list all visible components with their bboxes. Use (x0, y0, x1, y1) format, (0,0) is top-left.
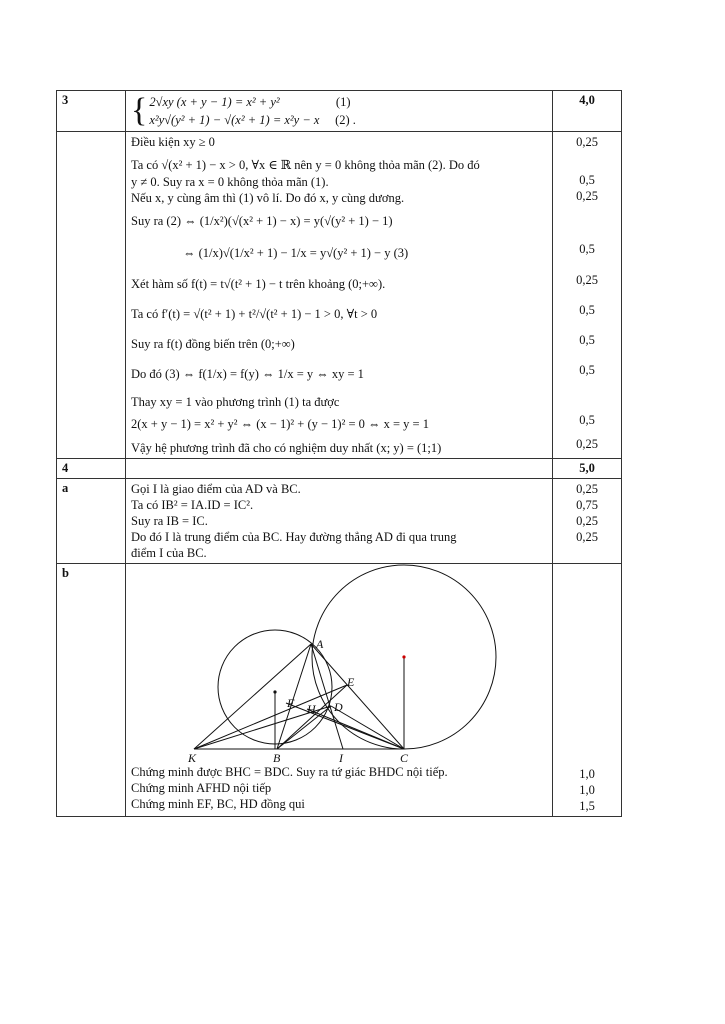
geometry-figure (131, 564, 545, 764)
solution-3-scores (553, 132, 622, 459)
problem-4-total-score: 5,0 (553, 459, 622, 479)
segment-HC (307, 709, 404, 749)
score-item: 1,5 (579, 799, 595, 813)
label-D: D (334, 700, 343, 714)
solution-line: Do đó I là trung điểm của BC. Hay đường thẳng AD đi qua trung (131, 530, 457, 544)
equation-system (126, 91, 553, 132)
solution-line: Gọi I là giao điểm của AD và BC. (131, 482, 301, 496)
score-item: 0,25 (576, 530, 598, 544)
segment-AI (311, 644, 343, 749)
part-a-scores (553, 479, 622, 564)
label-H: H (307, 702, 316, 716)
center-point-small (273, 690, 276, 693)
score-item: 0,25 (576, 514, 598, 528)
problem-number: 3 (57, 91, 126, 132)
equation-2-tag: (2) (335, 113, 350, 127)
score-item: 0,5 (579, 173, 595, 187)
problem-number: 4 (57, 459, 126, 479)
solution-line: Ta có IB² = IA.ID = IC². (131, 498, 254, 512)
system-end: . (352, 113, 356, 127)
center-point-large (402, 655, 405, 658)
solution-3-body (126, 132, 553, 459)
score-item: 0,25 (576, 482, 598, 496)
solution-line: Suy ra (2) ⇔ (1/x²)(√(x² + 1) − x) = y(√(y² + 1) − 1) (131, 214, 393, 228)
label-E: E (347, 675, 355, 689)
answer-table (56, 90, 622, 817)
solution-line: Chứng minh được BHC = BDC. Suy ra tứ giác BHDC nội tiếp. (131, 765, 448, 779)
solution-line: Suy ra IB = IC. (131, 514, 208, 528)
solution-line: Ta có f′(t) = √(t² + 1) + t²/√(t² + 1) − 1 > 0, ∀t > 0 (131, 307, 378, 321)
row-solution-3 (57, 132, 622, 459)
solution-line: Chứng minh AFHD nội tiếp (131, 781, 272, 795)
score-item: 0,5 (579, 242, 595, 256)
label-F: F (287, 696, 295, 710)
score-item: 0,5 (579, 413, 595, 427)
row-problem-4 (57, 459, 622, 479)
solution-line: Điều kiện xy ≥ 0 (131, 135, 215, 149)
score-item: 1,0 (579, 783, 595, 797)
solution-line: 2(x + y − 1) = x² + y² ⇔ (x − 1)² + (y − 1)² = 0 ⇔ x = y = 1 (131, 417, 429, 431)
score-item: 0,25 (576, 135, 598, 149)
solution-line: y ≠ 0. Suy ra x = 0 không thỏa mãn (1). (131, 175, 329, 189)
equation-2: x²y√(y² + 1) − √(x² + 1) = x²y − x (149, 113, 320, 127)
score-item: 1,0 (579, 767, 595, 781)
score-item: 0,25 (576, 273, 598, 287)
solution-line: Do đó (3) ⇔ f(1/x) = f(y) ⇔ 1/x = y ⇔ xy = 1 (131, 367, 364, 381)
solution-line: Vậy hệ phương trình đã cho có nghiệm duy nhất (x; y) = (1;1) (131, 441, 442, 455)
score-item: 0,5 (579, 363, 595, 377)
score-item: 0,5 (579, 303, 595, 317)
label-K: K (188, 751, 197, 764)
solution-line: Xét hàm số f(t) = t√(t² + 1) − t trên khoảng (0;+∞). (131, 277, 386, 291)
brace-symbol: { (131, 92, 148, 129)
part-label: a (57, 479, 126, 564)
label-B: B (273, 751, 281, 764)
row-4a (57, 479, 622, 564)
solution-line: ⇔ (1/x)√(1/x² + 1) − 1/x = y√(y² + 1) − y (3) (183, 246, 409, 260)
label-A: A (316, 637, 324, 651)
row-problem-3 (57, 91, 622, 132)
solution-line: Nếu x, y cùng âm thì (1) vô lí. Do đó x, y cùng dương. (131, 191, 405, 205)
solution-line: Ta có √(x² + 1) − x > 0, ∀x ∈ ℝ nên y = 0 không thỏa mãn (2). Do đó (131, 158, 480, 172)
label-I: I (339, 751, 343, 764)
segment-BD (277, 706, 331, 749)
score-item: 0,5 (579, 333, 595, 347)
row-4b (57, 564, 622, 817)
solution-line: Thay xy = 1 vào phương trình (1) ta được (131, 395, 340, 409)
equation-1: 2√xy (x + y − 1) = x² + y² (149, 95, 280, 109)
problem-3-total-score: 4,0 (553, 91, 622, 132)
score-item: 0,25 (576, 437, 598, 451)
score-item: 0,75 (576, 498, 598, 512)
part-b-scores (553, 564, 622, 817)
solution-line: Chứng minh EF, BC, HD đồng qui (131, 797, 305, 811)
part-a-body (126, 479, 553, 564)
solution-line: điểm I của BC. (131, 546, 207, 560)
label-C: C (400, 751, 409, 764)
part-label: b (57, 564, 126, 817)
segment-AC (311, 644, 404, 749)
score-item: 0,25 (576, 189, 598, 203)
equation-1-tag: (1) (335, 95, 351, 109)
part-b-body (126, 564, 553, 817)
solution-line: Suy ra f(t) đồng biến trên (0;+∞) (131, 337, 295, 351)
